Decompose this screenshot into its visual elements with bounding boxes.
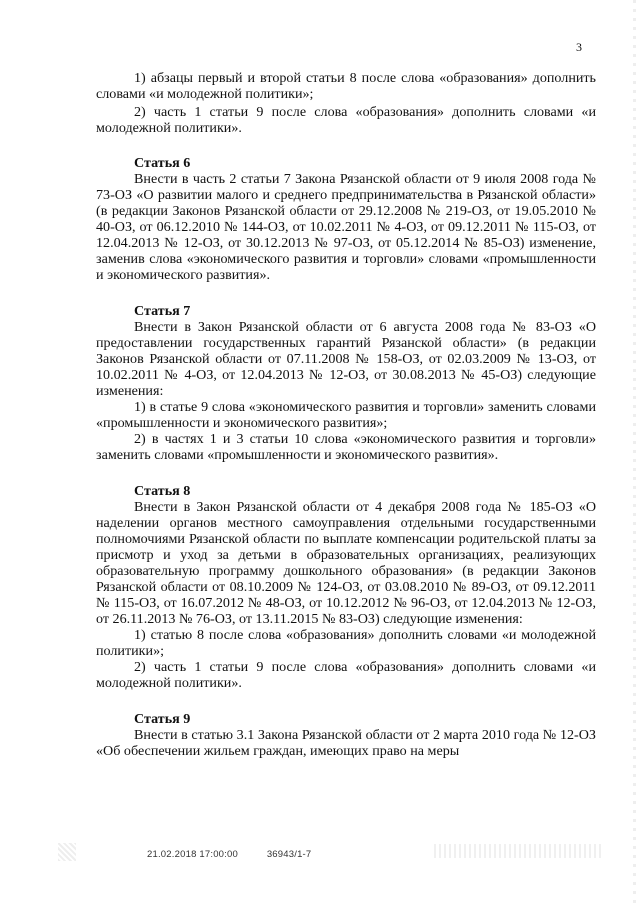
intro-paragraph-1: 1) абзацы первый и второй статьи 8 после слова «образования» дополнить словами «и молодежной политики»; — [96, 70, 596, 102]
article-6-text: Внести в часть 2 статьи 7 Закона Рязанской области от 9 июля 2008 года № 73-ОЗ «О развитии малого и среднего предпринимательства в Рязанской области» (в редакции Законов Рязанской области от 29.12.2008 № 219-ОЗ, от 19.05.2010 № 40-ОЗ, от 06.12.2010 № 144-ОЗ, от 10.02.2011 № 4-ОЗ, от 09.12.2011 № 115-ОЗ, от 12.04.2013 № 12-ОЗ, от 30.12.2013 № 97-ОЗ, от 05.12.2014 № 85-ОЗ) изменение, заменив слова «экономического развития и торговли» словами «промышленности и экономического развития». — [96, 171, 596, 283]
document-body — [96, 70, 596, 759]
article-8-item-2: 2) часть 1 статьи 9 после слова «образования» дополнить словами «и молодежной политики». — [96, 659, 596, 691]
article-9-text: Внести в статью 3.1 Закона Рязанской области от 2 марта 2010 года № 12-ОЗ «Об обеспечении жильем граждан, имеющих право на меры — [96, 727, 596, 759]
scan-noise-left — [58, 843, 76, 861]
footer-timestamp: 21.02.2018 17:00:00 — [147, 849, 238, 860]
article-9-heading: Статья 9 — [134, 711, 191, 727]
article-6-heading: Статья 6 — [134, 155, 191, 171]
footer-registration-number: 36943/1-7 — [266, 849, 312, 860]
page-number: 3 — [576, 40, 582, 54]
scan-edge-artifact — [633, 0, 636, 905]
article-8-heading: Статья 8 — [134, 483, 191, 499]
footer-stamp — [147, 849, 311, 860]
intro-paragraph-2: 2) часть 1 статьи 9 после слова «образования» дополнить словами «и молодежной политики». — [96, 104, 596, 136]
article-7-text: Внести в Закон Рязанской области от 6 августа 2008 года № 83-ОЗ «О предоставлении государственных гарантий Рязанской области» (в редакции Законов Рязанской области от 07.11.2008 № 158-ОЗ, от 02.03.2009 № 13-ОЗ, от 10.02.2011 № 4-ОЗ, от 12.04.2013 № 12-ОЗ, от 30.08.2013 № 45-ОЗ) следующие изменения: — [96, 319, 596, 399]
article-8-item-1: 1) статью 8 после слова «образования» дополнить словами «и молодежной политики»; — [96, 627, 596, 659]
article-7-heading: Статья 7 — [134, 303, 191, 319]
article-7-item-1: 1) в статье 9 слова «экономического развития и торговли» заменить словами «промышленности и экономического развития»; — [96, 399, 596, 431]
article-8-text: Внести в Закон Рязанской области от 4 декабря 2008 года № 185-ОЗ «О наделении органов местного самоуправления отдельными государственными полномочиями Рязанской области по выплате компенсации родительской платы за присмотр и уход за детьми в образовательных организациях, реализующих образовательную программу дошкольного образования» (в редакции Законов Рязанской области от 08.10.2009 № 124-ОЗ, от 03.08.2010 № 89-ОЗ, от 09.12.2011 № 115-ОЗ, от 16.07.2012 № 48-ОЗ, от 10.12.2012 № 96-ОЗ, от 12.04.2013 № 12-ОЗ, от 26.11.2013 № 76-ОЗ, от 13.11.2015 № 83-ОЗ) следующие изменения: — [96, 499, 596, 627]
article-7-item-2: 2) в частях 1 и 3 статьи 10 слова «экономического развития и торговли» заменить словами «промышленности и экономического развития». — [96, 431, 596, 463]
scan-noise-right — [434, 844, 602, 858]
